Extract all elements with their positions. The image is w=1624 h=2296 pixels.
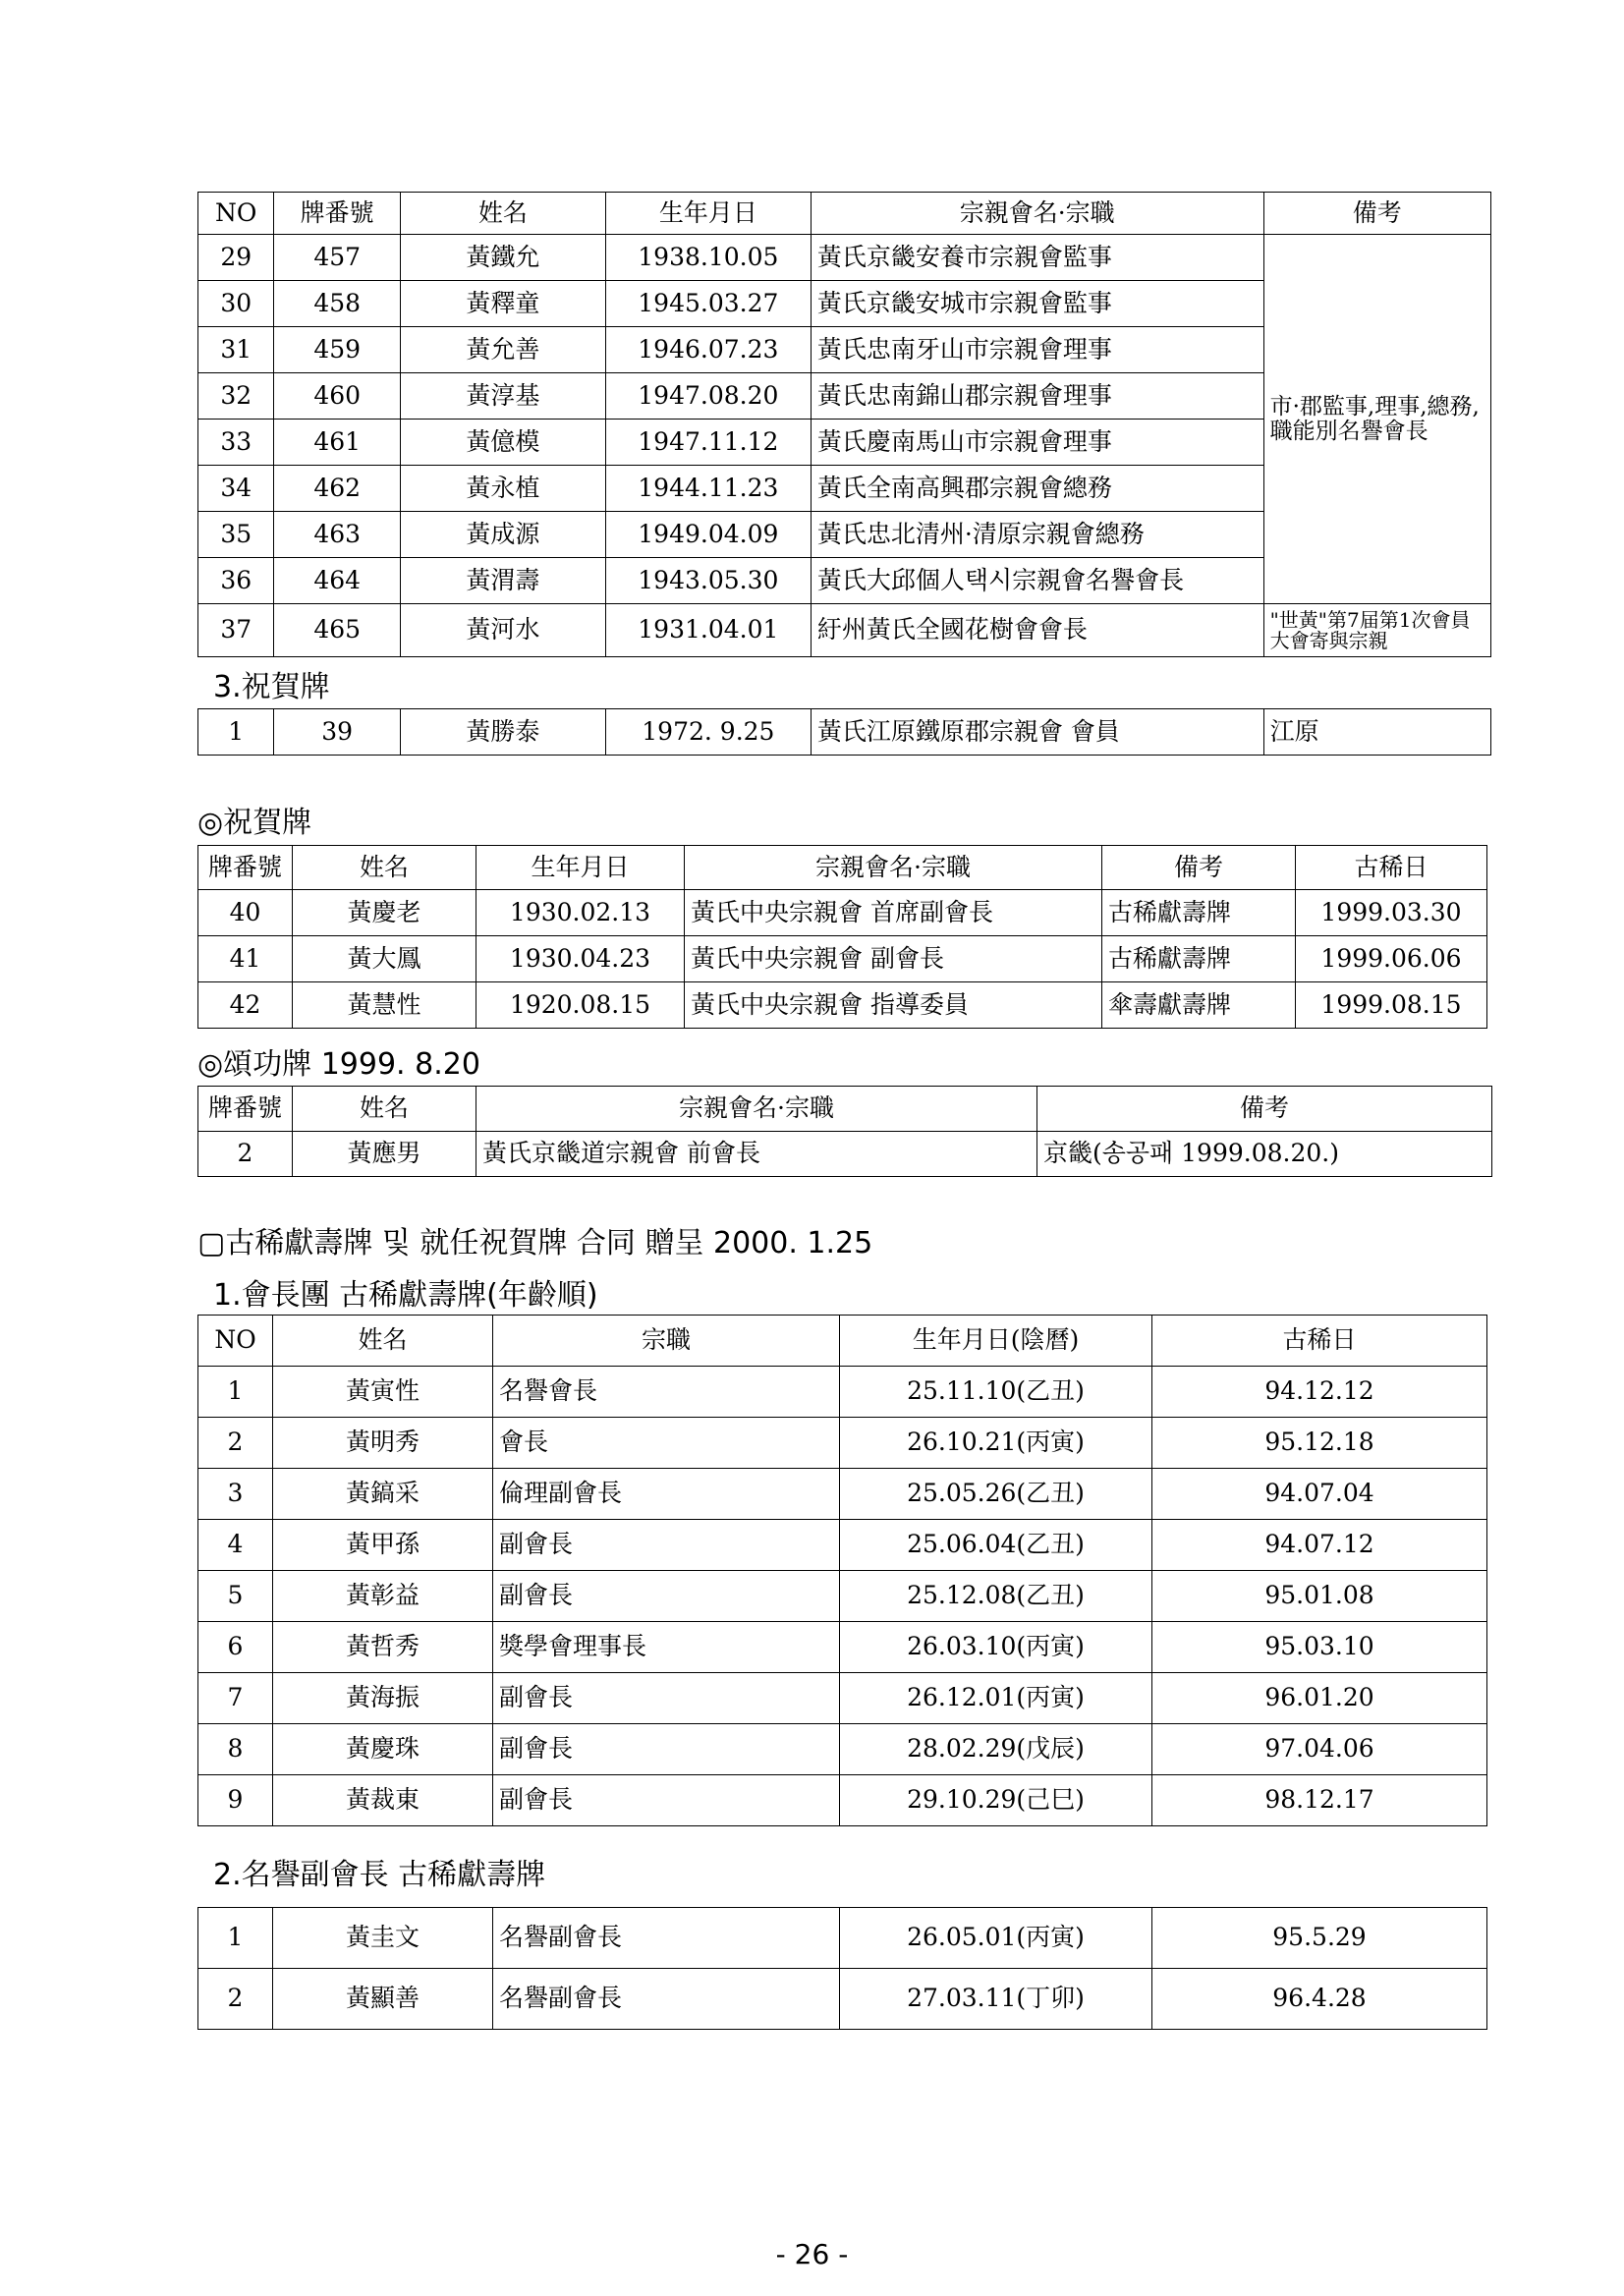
header-birthdate-lunar: 生年月日(陰曆) [840, 1316, 1152, 1367]
header-name: 姓名 [273, 1316, 493, 1367]
cell-birthdate: 1947.11.12 [605, 420, 811, 466]
cell-birthdate: 1946.07.23 [605, 327, 811, 373]
table-row [198, 936, 1487, 982]
table-row [198, 709, 1491, 756]
cell-birthdate: 1943.05.30 [605, 558, 811, 604]
cell-plaque-number: 457 [274, 235, 400, 281]
table-row [198, 1724, 1487, 1775]
cell-clan-position: 黃氏忠南牙山市宗親會理事 [811, 327, 1263, 373]
table-row [198, 1775, 1487, 1826]
cell-seventieth-date: 98.12.17 [1152, 1775, 1487, 1826]
cell-birthdate-lunar: 25.06.04(乙丑) [840, 1520, 1152, 1571]
cell-plaque-number: 39 [274, 709, 400, 756]
cell-plaque-number: 464 [274, 558, 400, 604]
cell-position: 獎學會理事長 [493, 1622, 840, 1673]
cell-birthdate: 1931.04.01 [605, 604, 811, 657]
section-heading-3: 3.祝賀牌 [213, 670, 330, 704]
cell-remarks: "世黃"第7届第1次會員大會寄與宗親 [1263, 604, 1490, 657]
celebration-table-single [197, 708, 1491, 756]
cell-birthdate: 1930.04.23 [476, 936, 685, 982]
cell-name: 黃釋童 [400, 281, 605, 327]
cell-birthdate-lunar: 26.12.01(丙寅) [840, 1673, 1152, 1724]
table-row [198, 235, 1491, 281]
table-row [198, 1367, 1487, 1418]
cell-clan-position: 黃氏中央宗親會 首席副會長 [685, 890, 1102, 936]
cell-name: 黃億模 [400, 420, 605, 466]
header-remarks: 備考 [1037, 1087, 1492, 1132]
cell-name: 黃渭壽 [400, 558, 605, 604]
cell-no: 29 [198, 235, 274, 281]
cell-position: 名譽會長 [493, 1367, 840, 1418]
cell-no: 34 [198, 466, 274, 512]
cell-clan-position: 黃氏江原鐵原郡宗親會 會員 [811, 709, 1263, 756]
cell-birthdate-lunar: 25.11.10(乙丑) [840, 1367, 1152, 1418]
cell-no: 1 [198, 709, 274, 756]
cell-birthdate-lunar: 26.03.10(丙寅) [840, 1622, 1152, 1673]
cell-remarks: 傘壽獻壽牌 [1102, 982, 1296, 1029]
cell-birthdate: 1972. 9.25 [605, 709, 811, 756]
cell-clan-position: 黃氏中央宗親會 副會長 [685, 936, 1102, 982]
cell-remarks: 古稀獻壽牌 [1102, 936, 1296, 982]
cell-name: 黃明秀 [273, 1418, 493, 1469]
cell-seventieth-date: 1999.03.30 [1296, 890, 1487, 936]
table-row [198, 1418, 1487, 1469]
cell-seventieth-date: 95.5.29 [1152, 1908, 1487, 1969]
members-table-top [197, 192, 1491, 657]
cell-remarks: 古稀獻壽牌 [1102, 890, 1296, 936]
cell-no: 2 [198, 1418, 273, 1469]
header-name: 姓名 [400, 193, 605, 235]
table-header-row [198, 193, 1491, 235]
cell-name: 黃海振 [273, 1673, 493, 1724]
cell-seventieth-date: 96.4.28 [1152, 1969, 1487, 2030]
table-row [198, 982, 1487, 1029]
cell-position: 名譽副會長 [493, 1908, 840, 1969]
cell-clan-position: 黃氏京畿道宗親會 前會長 [476, 1132, 1037, 1177]
header-plaque-number: 牌番號 [274, 193, 400, 235]
header-clan-position: 宗親會名·宗職 [811, 193, 1263, 235]
header-position: 宗職 [493, 1316, 840, 1367]
cell-birthdate-lunar: 29.10.29(己巳) [840, 1775, 1152, 1826]
cell-name: 黃慶珠 [273, 1724, 493, 1775]
cell-no: 1 [198, 1367, 273, 1418]
cell-name: 黃勝泰 [400, 709, 605, 756]
cell-birthdate: 1944.11.23 [605, 466, 811, 512]
header-name: 姓名 [293, 846, 476, 890]
cell-no: 37 [198, 604, 274, 657]
cell-position: 名譽副會長 [493, 1969, 840, 2030]
seventieth-leadership-table [197, 1315, 1487, 1826]
cell-no: 35 [198, 512, 274, 558]
cell-name: 黃寅性 [273, 1367, 493, 1418]
page-number: - 26 - [775, 2238, 849, 2270]
table-row [198, 1571, 1487, 1622]
cell-plaque-number: 41 [198, 936, 293, 982]
header-clan-position: 宗親會名·宗職 [685, 846, 1102, 890]
cell-name: 黃大鳳 [293, 936, 476, 982]
cell-no: 6 [198, 1622, 273, 1673]
cell-seventieth-date: 1999.06.06 [1296, 936, 1487, 982]
cell-position: 副會長 [493, 1520, 840, 1571]
cell-seventieth-date: 1999.08.15 [1296, 982, 1487, 1029]
seventieth-honorary-table [197, 1907, 1487, 2030]
cell-clan-position: 紆州黃氏全國花樹會會長 [811, 604, 1263, 657]
cell-position: 副會長 [493, 1775, 840, 1826]
cell-name: 黃河水 [400, 604, 605, 657]
cell-seventieth-date: 94.07.12 [1152, 1520, 1487, 1571]
cell-birthdate-lunar: 27.03.11(丁卯) [840, 1969, 1152, 2030]
cell-position: 會長 [493, 1418, 840, 1469]
cell-no: 33 [198, 420, 274, 466]
cell-no: 32 [198, 373, 274, 420]
cell-seventieth-date: 95.01.08 [1152, 1571, 1487, 1622]
cell-birthdate-lunar: 26.05.01(丙寅) [840, 1908, 1152, 1969]
cell-no: 2 [198, 1969, 273, 2030]
cell-plaque-number: 459 [274, 327, 400, 373]
cell-birthdate: 1947.08.20 [605, 373, 811, 420]
cell-no: 7 [198, 1673, 273, 1724]
cell-birthdate: 1945.03.27 [605, 281, 811, 327]
cell-seventieth-date: 95.03.10 [1152, 1622, 1487, 1673]
cell-name: 黃顯善 [273, 1969, 493, 2030]
table-row [198, 1469, 1487, 1520]
header-birthdate: 生年月日 [605, 193, 811, 235]
cell-birthdate-lunar: 25.05.26(乙丑) [840, 1469, 1152, 1520]
cell-position: 副會長 [493, 1724, 840, 1775]
cell-no: 3 [198, 1469, 273, 1520]
header-clan-position: 宗親會名·宗職 [476, 1087, 1037, 1132]
header-plaque-number: 牌番號 [198, 846, 293, 890]
cell-name: 黃成源 [400, 512, 605, 558]
cell-seventieth-date: 96.01.20 [1152, 1673, 1487, 1724]
cell-position: 副會長 [493, 1571, 840, 1622]
header-seventieth-date: 古稀日 [1152, 1316, 1487, 1367]
cell-clan-position: 黃氏京畿安城市宗親會監事 [811, 281, 1263, 327]
cell-no: 4 [198, 1520, 273, 1571]
cell-name: 黃哲秀 [273, 1622, 493, 1673]
cell-no: 9 [198, 1775, 273, 1826]
cell-name: 黃彰益 [273, 1571, 493, 1622]
table-row [198, 1673, 1487, 1724]
section-heading-2000: ▢古稀獻壽牌 및 就任祝賀牌 合同 贈呈 2000. 1.25 [197, 1226, 873, 1260]
cell-name: 黃應男 [293, 1132, 476, 1177]
cell-clan-position: 黃氏京畿安養市宗親會監事 [811, 235, 1263, 281]
cell-birthdate-lunar: 25.12.08(乙丑) [840, 1571, 1152, 1622]
cell-name: 黃慶老 [293, 890, 476, 936]
header-no: NO [198, 193, 274, 235]
header-name: 姓名 [293, 1087, 476, 1132]
cell-position: 倫理副會長 [493, 1469, 840, 1520]
cell-clan-position: 黃氏忠南錦山郡宗親會理事 [811, 373, 1263, 420]
merit-table [197, 1086, 1492, 1177]
table-row [198, 604, 1491, 657]
cell-plaque-number: 465 [274, 604, 400, 657]
cell-plaque-number: 461 [274, 420, 400, 466]
cell-no: 1 [198, 1908, 273, 1969]
cell-birthdate: 1920.08.15 [476, 982, 685, 1029]
cell-remarks: 江原 [1263, 709, 1490, 756]
cell-birthdate: 1949.04.09 [605, 512, 811, 558]
cell-no: 8 [198, 1724, 273, 1775]
cell-name: 黃甲孫 [273, 1520, 493, 1571]
header-seventieth-date: 古稀日 [1296, 846, 1487, 890]
cell-birthdate: 1930.02.13 [476, 890, 685, 936]
table-header-row [198, 1087, 1492, 1132]
table-row [198, 1520, 1487, 1571]
cell-seventieth-date: 95.12.18 [1152, 1418, 1487, 1469]
cell-position: 副會長 [493, 1673, 840, 1724]
subsection-heading-1: 1.會長團 古稀獻壽牌(年齡順) [213, 1278, 598, 1313]
cell-seventieth-date: 94.07.04 [1152, 1469, 1487, 1520]
table-row [198, 1969, 1487, 2030]
cell-name: 黃淳基 [400, 373, 605, 420]
cell-name: 黃允善 [400, 327, 605, 373]
cell-name: 黃鎬采 [273, 1469, 493, 1520]
subsection-heading-2: 2.名譽副會長 古稀獻壽牌 [213, 1858, 546, 1892]
cell-clan-position: 黃氏大邱個人택시宗親會名譽會長 [811, 558, 1263, 604]
header-remarks: 備考 [1102, 846, 1296, 890]
cell-birthdate-lunar: 26.10.21(丙寅) [840, 1418, 1152, 1469]
cell-plaque-number: 462 [274, 466, 400, 512]
cell-name: 黃裁東 [273, 1775, 493, 1826]
cell-birthdate-lunar: 28.02.29(戊辰) [840, 1724, 1152, 1775]
cell-no: 30 [198, 281, 274, 327]
cell-remarks-group: 市·郡監事,理事,總務,職能別名譽會長 [1263, 235, 1490, 604]
cell-name: 黃鐵允 [400, 235, 605, 281]
cell-seventieth-date: 97.04.06 [1152, 1724, 1487, 1775]
header-plaque-number: 牌番號 [198, 1087, 293, 1132]
cell-plaque-number: 458 [274, 281, 400, 327]
table-header-row [198, 1316, 1487, 1367]
table-row [198, 1622, 1487, 1673]
cell-clan-position: 黃氏全南高興郡宗親會總務 [811, 466, 1263, 512]
celebration-table [197, 845, 1487, 1029]
cell-plaque-number: 42 [198, 982, 293, 1029]
cell-plaque-number: 463 [274, 512, 400, 558]
table-row [198, 890, 1487, 936]
cell-plaque-number: 40 [198, 890, 293, 936]
cell-no: 5 [198, 1571, 273, 1622]
cell-plaque-number: 2 [198, 1132, 293, 1177]
cell-plaque-number: 460 [274, 373, 400, 420]
cell-no: 36 [198, 558, 274, 604]
table-row [198, 1132, 1492, 1177]
section-heading-celebration: ◎祝賀牌 [197, 806, 312, 840]
cell-remarks: 京畿(송공패 1999.08.20.) [1037, 1132, 1492, 1177]
table-row [198, 1908, 1487, 1969]
cell-name: 黃永植 [400, 466, 605, 512]
header-remarks: 備考 [1263, 193, 1490, 235]
cell-birthdate: 1938.10.05 [605, 235, 811, 281]
header-no: NO [198, 1316, 273, 1367]
cell-seventieth-date: 94.12.12 [1152, 1367, 1487, 1418]
cell-clan-position: 黃氏慶南馬山市宗親會理事 [811, 420, 1263, 466]
cell-clan-position: 黃氏忠北清州·清原宗親會總務 [811, 512, 1263, 558]
table-header-row [198, 846, 1487, 890]
section-heading-merit: ◎頌功牌 1999. 8.20 [197, 1047, 480, 1082]
cell-name: 黃圭文 [273, 1908, 493, 1969]
header-birthdate: 生年月日 [476, 846, 685, 890]
cell-clan-position: 黃氏中央宗親會 指導委員 [685, 982, 1102, 1029]
cell-no: 31 [198, 327, 274, 373]
cell-name: 黃慧性 [293, 982, 476, 1029]
